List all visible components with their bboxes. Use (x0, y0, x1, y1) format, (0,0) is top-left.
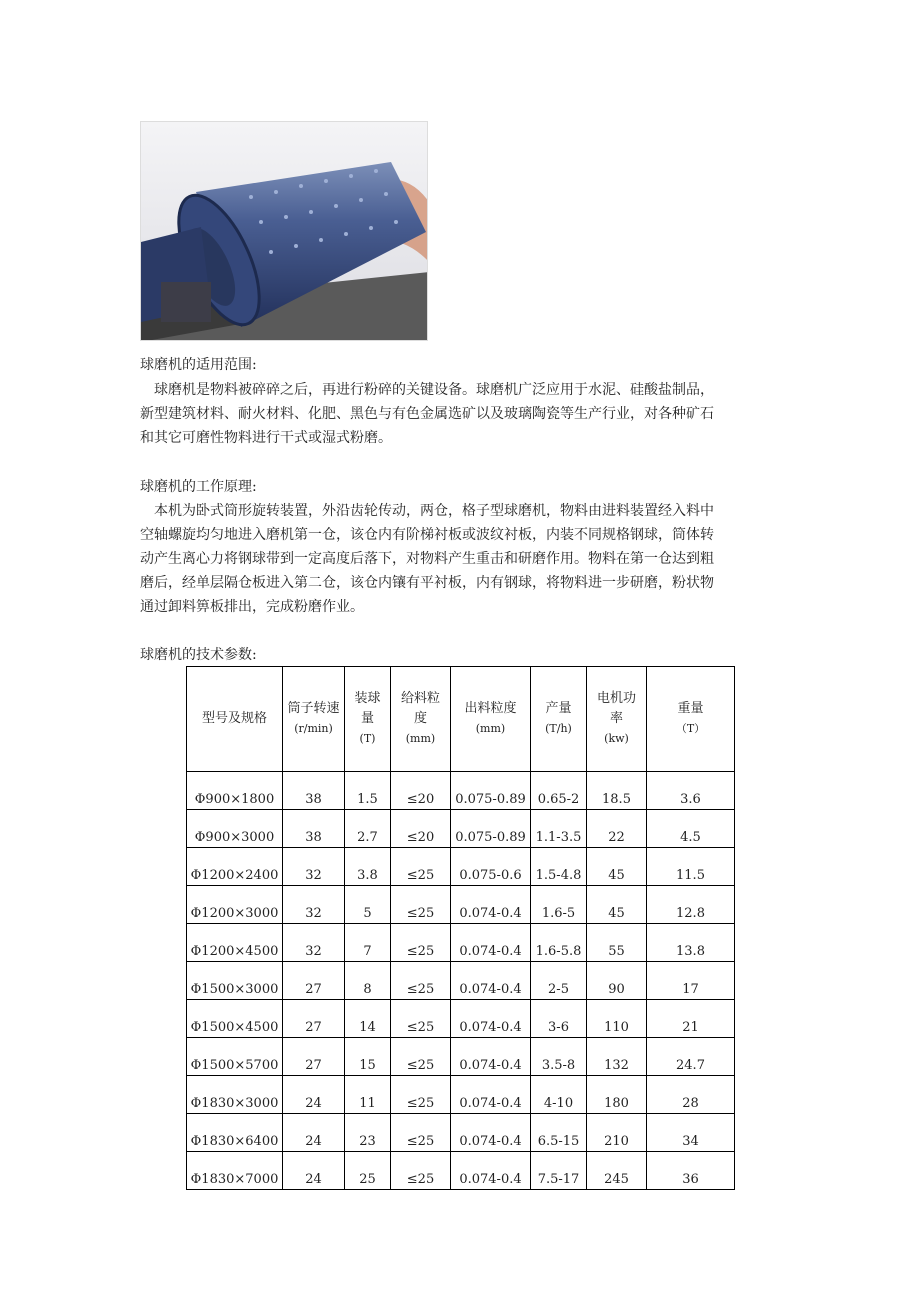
ball-mill-photo (140, 121, 428, 341)
table-row (187, 1000, 735, 1038)
cell-capacity: 3-6 (531, 1000, 587, 1038)
paragraph-line: 动产生离心力将钢球带到一定高度后落下，对物料产生重击和研磨作用。物料在第一仓达到粗 (140, 551, 714, 567)
cell-output-size: 0.075-0.89 (451, 810, 531, 848)
cell-speed: 27 (283, 1000, 345, 1038)
cell-ball-load: 3.8 (345, 848, 391, 886)
cell-feed-size: ≤25 (391, 1000, 451, 1038)
cell-weight: 13.8 (647, 924, 735, 962)
cell-motor-power: 55 (587, 924, 647, 962)
table-row (187, 1114, 735, 1152)
cell-weight: 12.8 (647, 886, 735, 924)
paragraph-line: 本机为卧式筒形旋转装置，外沿齿轮传动，两仓，格子型球磨机，物料由进料装置经入料中 (154, 503, 714, 519)
header-motor-power (587, 667, 647, 772)
header-unit: (mm) (475, 722, 506, 735)
header-unit: (r/min) (294, 722, 333, 735)
header-label: 出料粒度 (464, 701, 517, 716)
cell-motor-power: 18.5 (587, 772, 647, 810)
spec-table-body (187, 772, 735, 1190)
cell-ball-load: 11 (345, 1076, 391, 1114)
cell-output-size: 0.074-0.4 (451, 1114, 531, 1152)
paragraph-line: 和其它可磨性物料进行干式或湿式粉磨。 (140, 430, 392, 446)
ball-mill-illustration (141, 122, 428, 341)
cell-feed-size: ≤25 (391, 848, 451, 886)
cell-output-size: 0.074-0.4 (451, 1152, 531, 1190)
header-label: 给料粒度 (400, 691, 440, 726)
cell-capacity: 7.5-17 (531, 1152, 587, 1190)
header-unit: (T) (359, 732, 376, 745)
table-row (187, 772, 735, 810)
cell-model: Φ1200×2400 (187, 848, 283, 886)
cell-weight: 24.7 (647, 1038, 735, 1076)
section-title-scope: 球磨机的适用范围: (140, 357, 257, 373)
cell-capacity: 6.5-15 (531, 1114, 587, 1152)
cell-motor-power: 132 (587, 1038, 647, 1076)
cell-weight: 36 (647, 1152, 735, 1190)
section-title-specs: 球磨机的技术参数: (140, 647, 257, 663)
header-output-size (451, 667, 531, 772)
header-capacity (531, 667, 587, 772)
cell-speed: 38 (283, 810, 345, 848)
cell-ball-load: 25 (345, 1152, 391, 1190)
table-row (187, 810, 735, 848)
cell-motor-power: 45 (587, 886, 647, 924)
cell-model: Φ1830×7000 (187, 1152, 283, 1190)
cell-capacity: 1.1-3.5 (531, 810, 587, 848)
cell-motor-power: 210 (587, 1114, 647, 1152)
principle-paragraph (140, 499, 780, 619)
cell-ball-load: 5 (345, 886, 391, 924)
cell-output-size: 0.074-0.4 (451, 924, 531, 962)
cell-output-size: 0.074-0.4 (451, 1076, 531, 1114)
cell-capacity: 2-5 (531, 962, 587, 1000)
paragraph-line: 通过卸料箅板排出，完成粉磨作业。 (140, 599, 364, 615)
scope-paragraph (140, 378, 780, 450)
cell-weight: 28 (647, 1076, 735, 1114)
cell-speed: 32 (283, 886, 345, 924)
cell-capacity: 0.65-2 (531, 772, 587, 810)
cell-motor-power: 45 (587, 848, 647, 886)
cell-feed-size: ≤25 (391, 886, 451, 924)
paragraph-line: 新型建筑材料、耐火材料、化肥、黑色与有色金属选矿以及玻璃陶瓷等生产行业，对各种矿石 (140, 406, 714, 422)
cell-model: Φ900×3000 (187, 810, 283, 848)
table-row (187, 1038, 735, 1076)
header-unit: (kw) (604, 732, 629, 745)
header-label: 产量 (545, 701, 572, 716)
cell-output-size: 0.075-0.6 (451, 848, 531, 886)
cell-weight: 21 (647, 1000, 735, 1038)
cell-speed: 32 (283, 848, 345, 886)
cell-output-size: 0.075-0.89 (451, 772, 531, 810)
table-row (187, 1152, 735, 1190)
header-unit: (mm) (405, 732, 436, 745)
table-header-row (187, 667, 735, 772)
header-unit: (T/h) (545, 722, 572, 735)
cell-weight: 17 (647, 962, 735, 1000)
cell-output-size: 0.074-0.4 (451, 962, 531, 1000)
header-label: 筒子转速 (287, 701, 340, 716)
spec-table (186, 666, 735, 1190)
cell-capacity: 1.5-4.8 (531, 848, 587, 886)
cell-capacity: 1.6-5.8 (531, 924, 587, 962)
cell-ball-load: 15 (345, 1038, 391, 1076)
table-row (187, 962, 735, 1000)
cell-speed: 27 (283, 962, 345, 1000)
table-row (187, 1076, 735, 1114)
section-title-principle: 球磨机的工作原理: (140, 479, 257, 495)
cell-speed: 32 (283, 924, 345, 962)
header-ball-load (345, 667, 391, 772)
cell-motor-power: 90 (587, 962, 647, 1000)
cell-motor-power: 245 (587, 1152, 647, 1190)
cell-motor-power: 180 (587, 1076, 647, 1114)
cell-feed-size: ≤25 (391, 924, 451, 962)
header-unit: （T） (675, 722, 706, 735)
cell-capacity: 3.5-8 (531, 1038, 587, 1076)
paragraph-line: 空轴螺旋均匀地进入磨机第一仓，该仓内有阶梯衬板或波纹衬板，内装不同规格钢球，筒体转 (140, 527, 714, 543)
header-speed (283, 667, 345, 772)
cell-feed-size: ≤20 (391, 772, 451, 810)
cell-ball-load: 8 (345, 962, 391, 1000)
header-model (187, 667, 283, 772)
cell-speed: 24 (283, 1114, 345, 1152)
cell-model: Φ1200×4500 (187, 924, 283, 962)
cell-output-size: 0.074-0.4 (451, 1000, 531, 1038)
cell-model: Φ1500×3000 (187, 962, 283, 1000)
cell-weight: 4.5 (647, 810, 735, 848)
header-label: 重量 (677, 701, 704, 716)
cell-ball-load: 1.5 (345, 772, 391, 810)
cell-speed: 27 (283, 1038, 345, 1076)
header-label: 装球量 (354, 691, 381, 726)
cell-model: Φ1830×3000 (187, 1076, 283, 1114)
cell-output-size: 0.074-0.4 (451, 1038, 531, 1076)
header-label: 电机功率 (596, 691, 636, 726)
cell-feed-size: ≤20 (391, 810, 451, 848)
cell-ball-load: 23 (345, 1114, 391, 1152)
table-row (187, 924, 735, 962)
cell-model: Φ900×1800 (187, 772, 283, 810)
paragraph-line: 磨后，经单层隔仓板进入第二仓，该仓内镶有平衬板，内有钢球，将物料进一步研磨，粉状物 (140, 575, 714, 591)
cell-speed: 38 (283, 772, 345, 810)
cell-weight: 34 (647, 1114, 735, 1152)
cell-ball-load: 7 (345, 924, 391, 962)
header-label: 型号及规格 (201, 711, 267, 726)
cell-output-size: 0.074-0.4 (451, 886, 531, 924)
header-feed-size (391, 667, 451, 772)
cell-speed: 24 (283, 1076, 345, 1114)
cell-model: Φ1830×6400 (187, 1114, 283, 1152)
paragraph-line: 球磨机是物料被碎碎之后，再进行粉碎的关键设备。球磨机广泛应用于水泥、硅酸盐制品， (154, 382, 714, 398)
cell-ball-load: 14 (345, 1000, 391, 1038)
cell-model: Φ1200×3000 (187, 886, 283, 924)
cell-model: Φ1500×5700 (187, 1038, 283, 1076)
cell-capacity: 1.6-5 (531, 886, 587, 924)
cell-model: Φ1500×4500 (187, 1000, 283, 1038)
cell-feed-size: ≤25 (391, 1114, 451, 1152)
cell-feed-size: ≤25 (391, 1152, 451, 1190)
cell-feed-size: ≤25 (391, 962, 451, 1000)
cell-feed-size: ≤25 (391, 1038, 451, 1076)
table-row (187, 886, 735, 924)
cell-motor-power: 110 (587, 1000, 647, 1038)
cell-feed-size: ≤25 (391, 1076, 451, 1114)
cell-weight: 3.6 (647, 772, 735, 810)
table-row (187, 848, 735, 886)
cell-speed: 24 (283, 1152, 345, 1190)
cell-ball-load: 2.7 (345, 810, 391, 848)
cell-weight: 11.5 (647, 848, 735, 886)
cell-motor-power: 22 (587, 810, 647, 848)
header-weight (647, 667, 735, 772)
cell-capacity: 4-10 (531, 1076, 587, 1114)
